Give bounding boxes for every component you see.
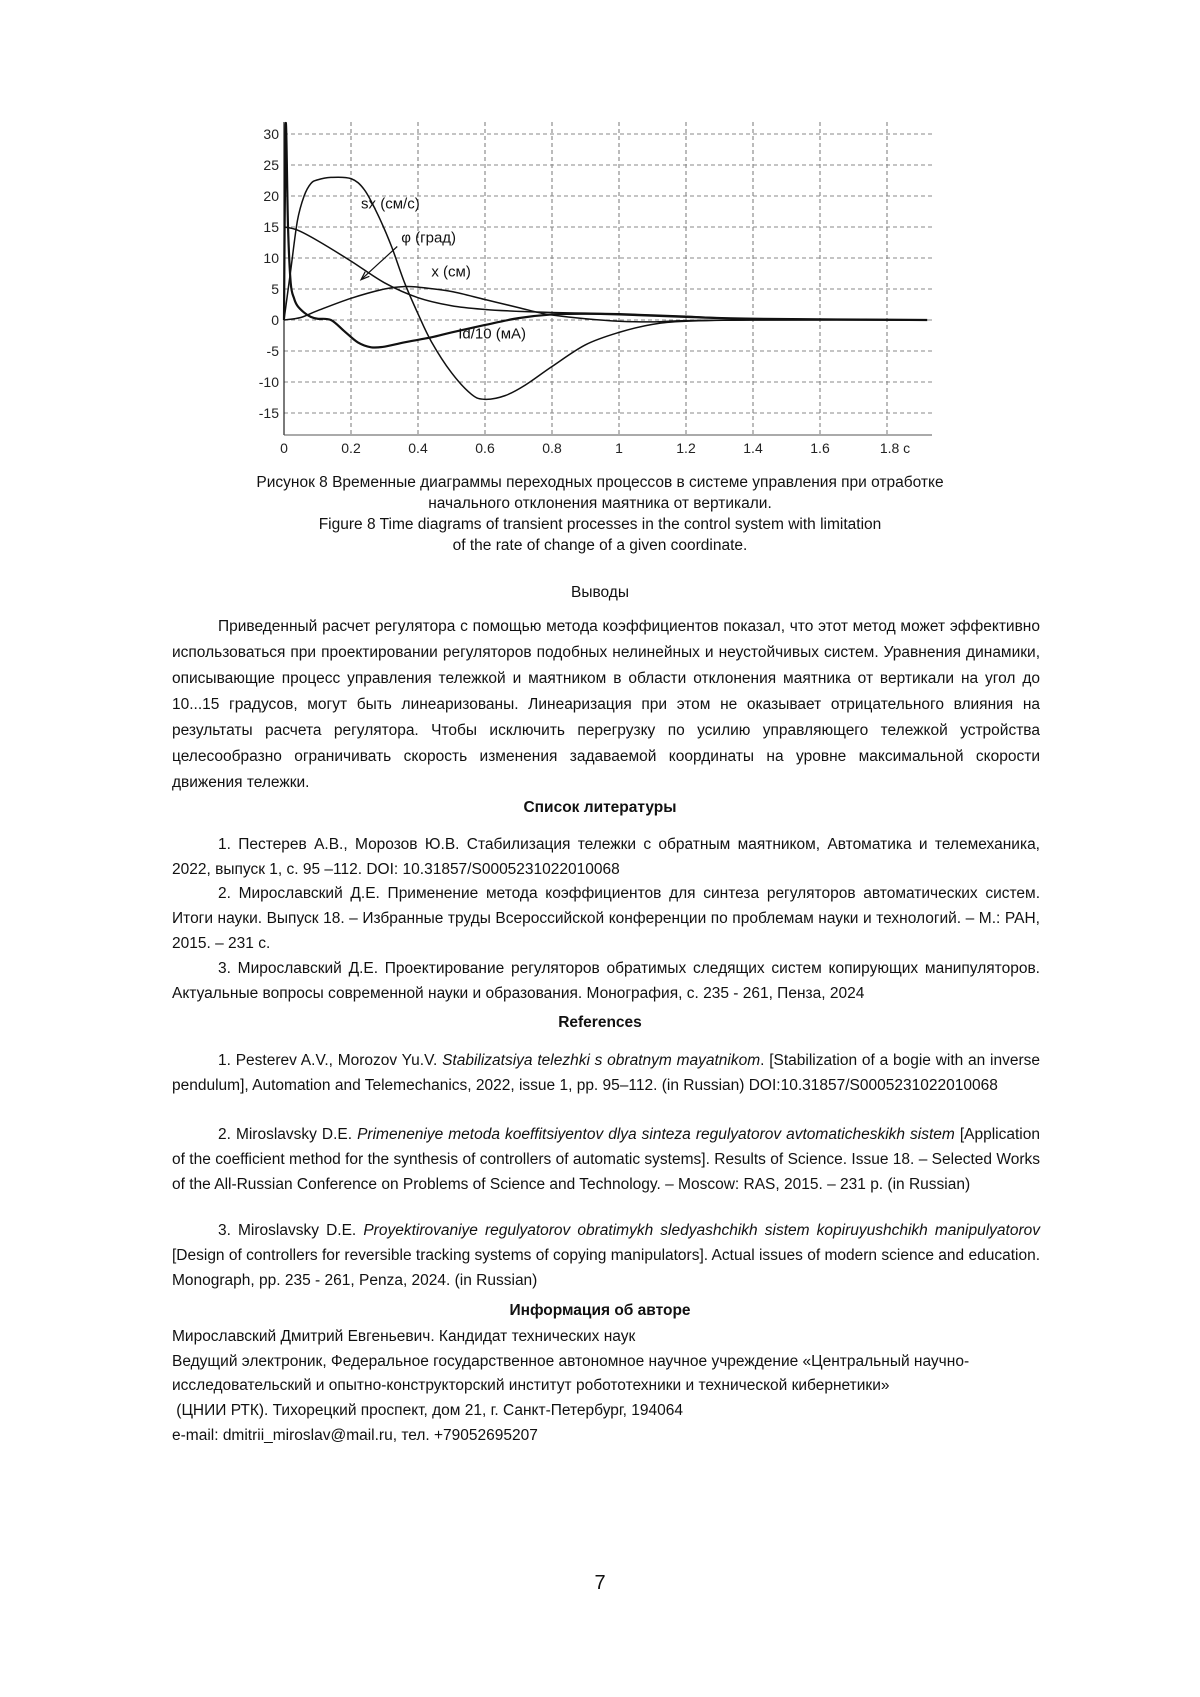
reference-item-3: 3. Miroslavsky D.E. Proyektirovaniye regulyatorov obratimykh sledyashchikh sistem kopiruyushchikh manipulyatorov [Design of controllers for reversible tracking systems of copying manipulators]. Actual issues of modern science and education. Monograph, pp. 235 - 261, Penza, 2024. (in Russian): [172, 1222, 1040, 1289]
conclusions-paragraph: Приведенный расчет регулятора с помощью метода коэффициентов показал, что этот метод может эффективно использоваться при проектировании регуляторов подобных нелинейных и неустойчивых систем. Уравнения динамики, описывающие процесс управления тележкой и маятником в области отклонения маятника от вертикали на угол до 10...15 градусов, могут быть линеаризованы. Линеаризация при этом не оказывает отрицательного влияния на результаты расчета регулятора. Чтобы исключить перегрузку по усилию управляющего тележкой устройства целесообразно ограничивать скорость изменения задаваемой координаты на уровне максимальной скорости движения тележки.: [172, 618, 1040, 791]
transient-process-chart: [240, 112, 960, 482]
y-tick-label: -10: [258, 374, 279, 390]
series-annotation: sx (см/с): [361, 195, 420, 213]
literature-item-3: 3. Мирославский Д.Е. Проектирование регуляторов обратимых следящих систем копирующих манипуляторов. Актуальные вопросы современной науки и образования. Монография, с. 235 - 261, Пенза, 2024: [172, 960, 1040, 1002]
figure-caption-en-2: of the rate of change of a given coordinate.: [452, 537, 748, 554]
page-number: 7: [594, 1572, 606, 1594]
y-tick-label: 10: [263, 250, 279, 266]
y-tick-label: -15: [258, 405, 279, 421]
author-position-2: исследовательский и опытно-конструкторский институт робототехники и технической кибернетики»: [172, 1377, 890, 1394]
y-tick-label: 20: [263, 188, 279, 204]
literature-item-2: 2. Мирославский Д.Е. Применение метода коэффициентов для синтеза регуляторов автоматических систем. Итоги науки. Выпуск 18. – Избранные труды Всероссийской конференции по проблемам науки и технологий. – М.: РАН, 2015. – 231 с.: [172, 885, 1040, 952]
author-position-1: Ведущий электроник, Федеральное государственное автономное научное учреждение «Центральный научно-: [172, 1353, 970, 1370]
x-tick-label: 1.4: [743, 440, 763, 456]
conclusions-heading: Выводы: [570, 584, 629, 601]
x-tick-label: 0.4: [408, 440, 428, 456]
x-tick-label: 1: [615, 440, 623, 456]
y-tick-label: 15: [263, 219, 279, 235]
references-heading: References: [558, 1014, 642, 1031]
author-info-heading: Информация об авторе: [509, 1302, 691, 1319]
x-tick-label: 0.8: [542, 440, 562, 456]
author-contact: e-mail: dmitrii_miroslav@mail.ru, тел. +79052695207: [172, 1427, 538, 1444]
y-tick-label: 30: [263, 126, 279, 142]
series-line: [284, 227, 927, 320]
reference-item-1: 1. Pesterev A.V., Morozov Yu.V. Stabilizatsiya telezhki s obratnym mayatnikom. [Stabilization of a bogie with an inverse pendulum], Automation and Telemechanics, 2022, issue 1, pp. 95–112. (in Russian) DOI:10.31857/S0005231022010068: [172, 1052, 1041, 1094]
series-line: [284, 286, 927, 322]
literature-item-1: 1. Пестерев А.В., Морозов Ю.В. Стабилизация тележки с обратным маятником, Автоматика и телемеханика, 2022, выпуск 1, с. 95 –112. DOI: 10.31857/S0005231022010068: [172, 836, 1040, 878]
x-tick-label: 0.6: [475, 440, 495, 456]
annotation-arrow: [361, 247, 397, 280]
author-address: (ЦНИИ РТК). Тихорецкий проспект, дом 21, г. Санкт-Петербург, 194064: [172, 1402, 684, 1419]
x-tick-label: 0.2: [341, 440, 361, 456]
figure-caption-en-1: Figure 8 Time diagrams of transient processes in the control system with limitation: [318, 516, 882, 533]
series-annotation: φ (град): [401, 229, 457, 247]
y-tick-label: 25: [263, 157, 279, 173]
y-tick-label: 0: [271, 312, 279, 328]
x-tick-label: 0: [280, 440, 288, 456]
reference-item-2: 2. Miroslavsky D.E. Primeneniye metoda koeffitsiyentov dlya sinteza regulyatorov avtomaticheskikh sistem [Application of the coefficient method for the synthesis of controllers of automatic systems]. Results of Science. Issue 18. – Selected Works of the All-Russian Conference on Problems of Science and Technology. – Moscow: RAS, 2015. – 231 p. (in Russian): [172, 1126, 1040, 1193]
series-annotation: Id/10 (мА): [458, 325, 527, 343]
x-tick-label: 1.8 с: [879, 440, 911, 456]
literature-heading: Список литературы: [523, 799, 677, 816]
author-name: Мирославский Дмитрий Евгеньевич. Кандидат технических наук: [172, 1328, 636, 1345]
series-line: [284, 123, 927, 348]
x-tick-label: 1.6: [810, 440, 830, 456]
y-tick-label: -5: [266, 343, 279, 359]
series-annotation: x (см): [431, 263, 471, 281]
x-tick-label: 1.2: [676, 440, 696, 456]
y-tick-label: 5: [271, 281, 279, 297]
figure-caption-ru-1: Рисунок 8 Временные диаграммы переходных процессов в системе управления при отработке: [256, 474, 944, 491]
figure-caption-ru-2: начального отклонения маятника от вертикали.: [428, 495, 772, 512]
